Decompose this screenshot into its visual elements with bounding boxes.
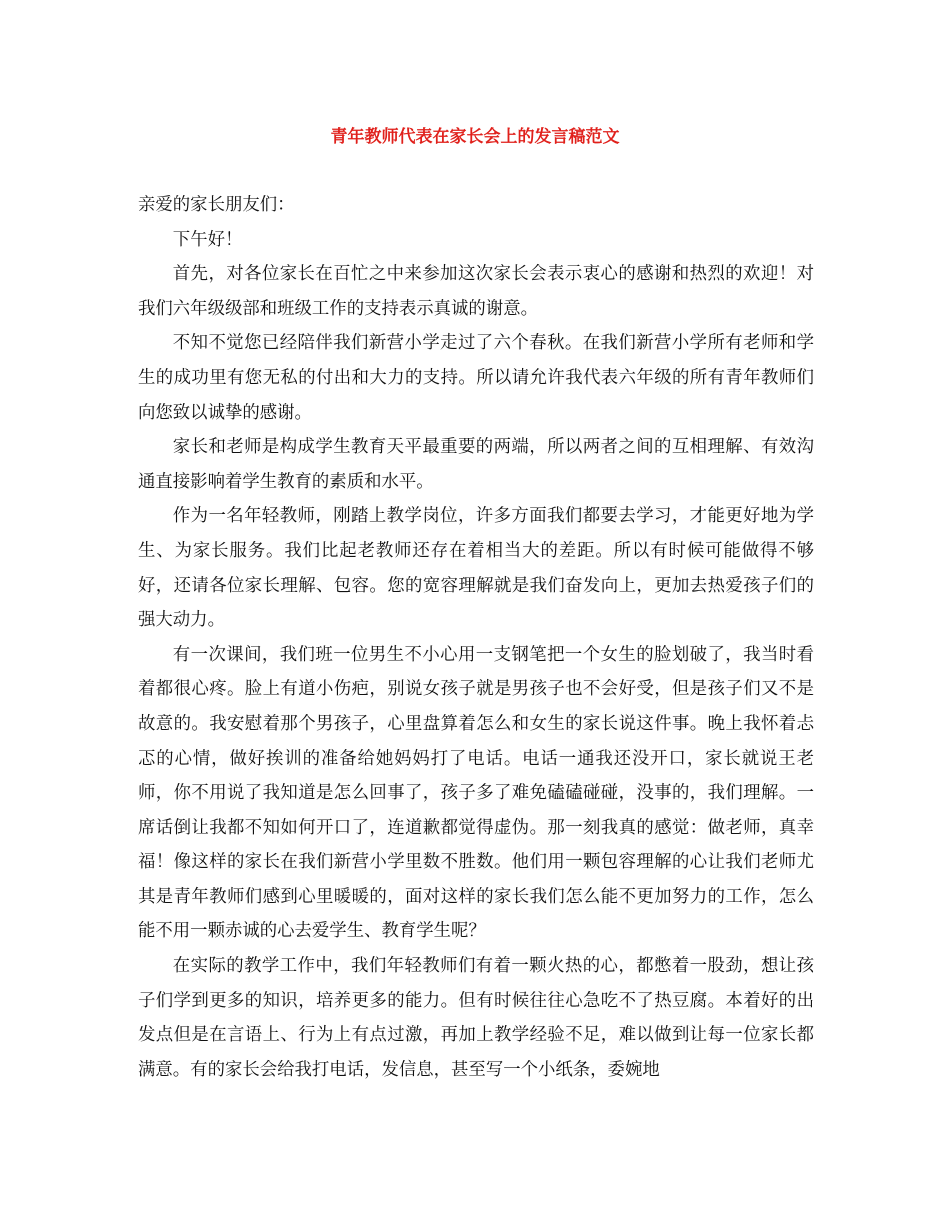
paragraph-anecdote: 有一次课间，我们班一位男生不小心用一支钢笔把一个女生的脸划破了，我当时看着都很心疼。脸上有道小伤疤，别说女孩子就是男孩子也不会好受，但是孩子们又不是故意的。我安慰着那个男孩子，心里盘算着怎么和女生的家长说这件事。晚上我怀着忐忑的心情，做好挨训的准备给她妈妈打了电话。电话一通我还没开口，家长就说王老师，你不用说了我知道是怎么回事了，孩子多了难免磕磕碰碰，没事的，我们理解。一席话倒让我都不知如何开口了，连道歉都觉得虚伪。那一刻我真的感觉：做老师，真幸福！像这样的家长在我们新营小学里数不胜数。他们用一颗包容理解的心让我们老师尤其是青年教师们感到心里暖暖的，面对这样的家长我们怎么能不更加努力的工作，怎么能不用一颗赤诚的心去爱学生、教育学生呢？ <box>138 644 814 942</box>
document-body <box>138 188 814 1087</box>
paragraph-thanks: 首先，对各位家长在百忙之中来参加这次家长会表示衷心的感谢和热烈的欢迎！对我们六年级级部和班级工作的支持表示真诚的谢意。 <box>138 264 814 319</box>
document-title: 青年教师代表在家长会上的发言稿范文 <box>330 127 620 147</box>
paragraph-greeting: 下午好！ <box>172 229 243 250</box>
paragraph-parents-teachers: 家长和老师是构成学生教育天平最重要的两端，所以两者之间的互相理解、有效沟通直接影响着学生教育的素质和水平。 <box>138 437 814 492</box>
paragraph-companionship: 不知不觉您已经陪伴我们新营小学走过了六个春秋。在我们新营小学所有老师和学生的成功里有您无私的付出和大力的支持。所以请允许我代表六年级的所有青年教师们向您致以诚挚的感谢。 <box>138 333 814 423</box>
paragraph-young-teacher: 作为一名年轻教师，刚踏上教学岗位，许多方面我们都要去学习，才能更好地为学生、为家长服务。我们比起老教师还存在着相当大的差距。所以有时候可能做得不够好，还请各位家长理解、包容。您的宽容理解就是我们奋发向上，更加去热爱孩子们的强大动力。 <box>138 506 814 631</box>
salutation: 亲爱的家长朋友们： <box>138 195 295 215</box>
paragraph-teaching-work: 在实际的教学工作中，我们年轻教师们有着一颗火热的心，都憋着一股劲，想让孩子们学到更多的知识，培养更多的能力。但有时候往往心急吃不了热豆腐。本着好的出发点但是在言语上、行为上有点过激，再加上教学经验不足，难以做到让每一位家长都满意。有的家长会给我打电话，发信息，甚至写一个小纸条，委婉地 <box>138 956 814 1080</box>
